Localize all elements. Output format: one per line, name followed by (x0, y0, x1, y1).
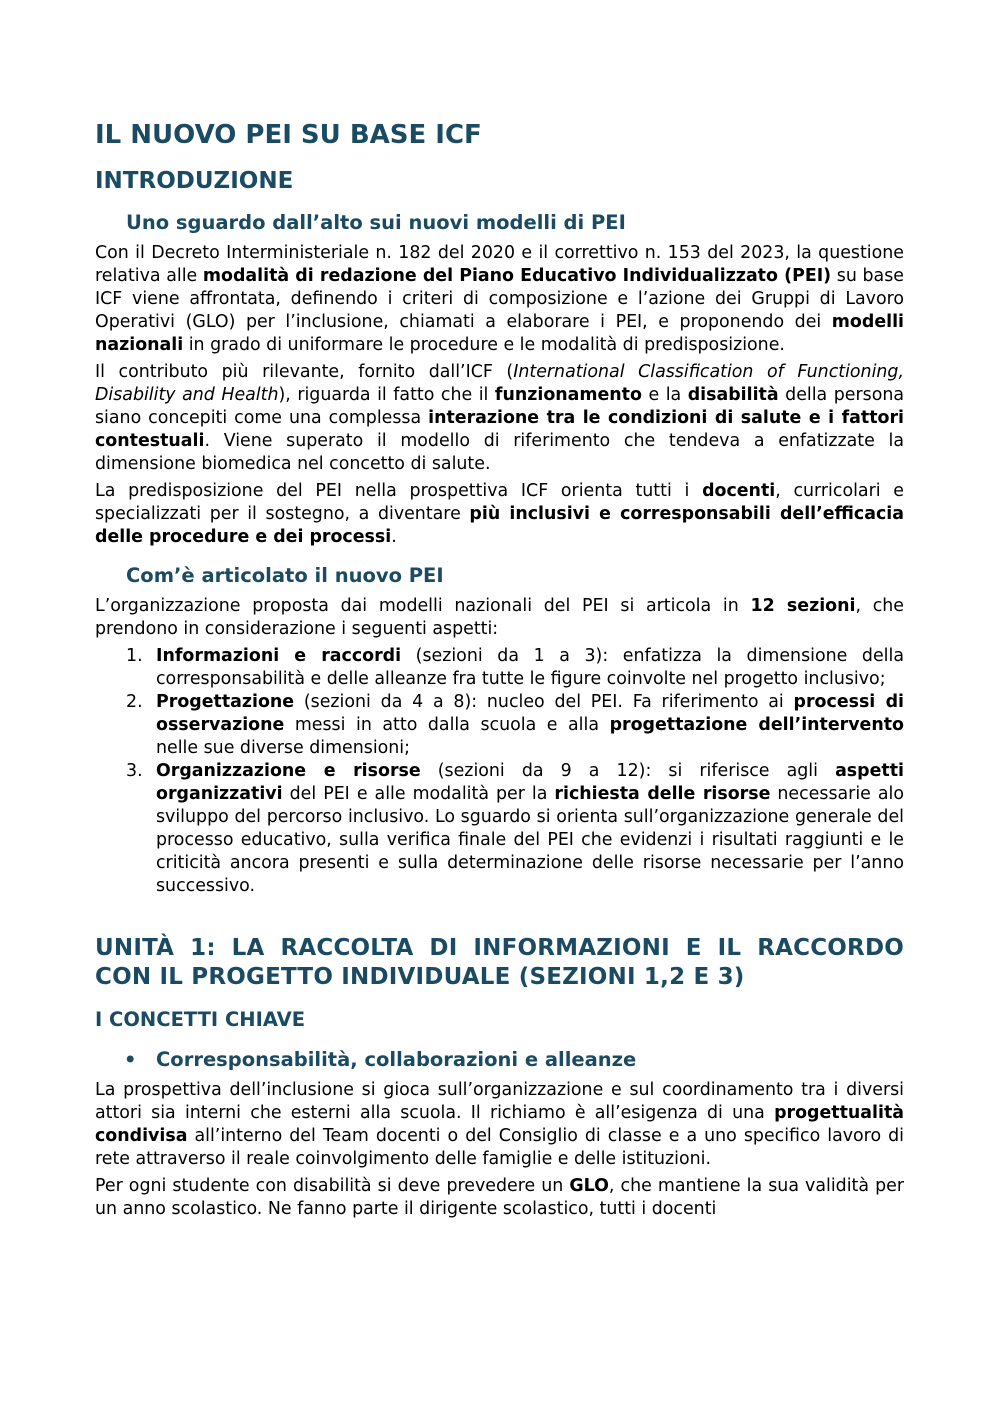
key-concepts-heading: I CONCETTI CHIAVE (95, 1008, 306, 1031)
section-heading-structure: Com’è articolato il nuovo PEI (126, 564, 444, 587)
paragraph-organization: L’organizzazione proposta dai modelli nazionali del PEI si articola in 12 sezioni, che prendono in considerazione i seguenti aspetti: (95, 596, 904, 639)
list-item: 3. Organizzazione e risorse (sezioni da 9 a 12): si riferisce agli aspetti organizzativi del PEI e alle modalità per la richiesta delle risorse necessarie alo sviluppo del percorso inclusivo. Lo sguardo si orienta sull’organizzazione generale del processo educativo, sulla verifica finale del PEI che evidenzi i risultati raggiunti e le criticità ancora presenti e sulla determinazione delle risorse necessarie per l’anno successivo. (126, 761, 904, 896)
section-heading-overview: Uno sguardo dall’alto sui nuovi modelli di PEI (126, 211, 626, 234)
paragraph-inclusion: La prospettiva dell’inclusione si gioca sull’organizzazione e sul coordinamento tra i diversi attori sia interni che esterni alla scuola. Il richiamo è all’esigenza di una progettualità condivisa all’interno del Team docenti o del Consiglio di classe e a uno specifico lavoro di rete attraverso il reale coinvolgimento delle famiglie e delle istituzioni. (95, 1080, 904, 1169)
list-item: 1. Informazioni e raccordi (sezioni da 1 a 3): enfatizza la dimensione della corresponsabilità e delle alleanze fra tutte le figure coinvolte nel progetto inclusivo; (126, 646, 904, 689)
paragraph-teachers: La predisposizione del PEI nella prospettiva ICF orienta tutti i docenti, curricolari e specializzati per il sostegno, a diventare più inclusivi e corresponsabili dell’efficacia delle procedure e dei processi. (95, 481, 904, 547)
paragraph-glo: Per ogni studente con disabilità si deve prevedere un GLO, che mantiene la sua validità per un anno scolastico. Ne fanno parte il dirigente scolastico, tutti i docenti (95, 1176, 904, 1219)
unit-heading: UNITÀ 1: LA RACCOLTA DI INFORMAZIONI E IL RACCORDO CON IL PROGETTO INDIVIDUALE (SEZIONI 1,2 E 3) (95, 935, 904, 990)
bullet-icon: • (124, 1048, 137, 1071)
document-title: IL NUOVO PEI SU BASE ICF (95, 120, 482, 150)
paragraph-decree: Con il Decreto Interministeriale n. 182 del 2020 e il correttivo n. 153 del 2023, la questione relativa alle modalità di redazione del Piano Educativo Individualizzato (PEI) su base ICF viene affrontata, definendo i criteri di composizione e l’azione dei Gruppi di Lavoro Operativi (GLO) per l’inclusione, chiamati a elaborare i PEI, e proponendo dei modelli nazionali in grado di uniformare le procedure e le modalità di predisposizione. (95, 243, 904, 355)
intro-heading: INTRODUZIONE (95, 168, 294, 194)
sections-list (95, 645, 904, 898)
bullet-heading: • Corresponsabilità, collaborazioni e alleanze (124, 1048, 637, 1071)
document-page (95, 118, 904, 1225)
paragraph-icf-contribution: Il contributo più rilevante, fornito dall’ICF (International Classification of Functioning, Disability and Health), riguarda il fatto che il funzionamento e la disabilità della persona siano concepiti come una complessa interazione tra le condizioni di salute e i fattori contestuali. Viene superato il modello di riferimento che tendeva a enfatizzate la dimensione biomedica nel concetto di salute. (95, 362, 905, 474)
list-item: 2. Progettazione (sezioni da 4 a 8): nucleo del PEI. Fa riferimento ai processi di osservazione messi in atto dalla scuola e alla progettazione dell’intervento nelle sue diverse dimensioni; (126, 692, 904, 758)
